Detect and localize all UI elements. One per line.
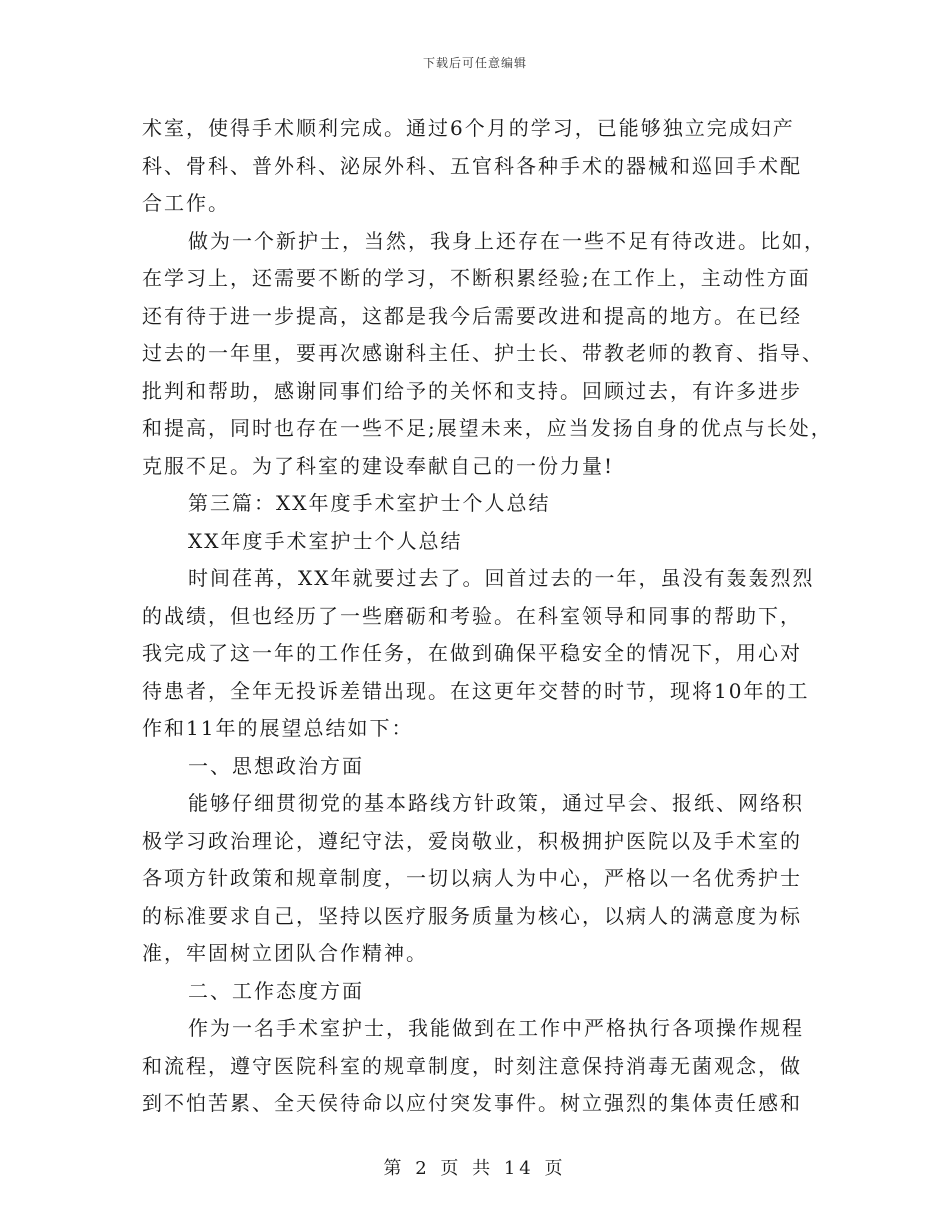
- document-body: [142, 110, 833, 1123]
- text-line: 的标准要求自己，坚持以医疗服务质量为核心，以病人的满意度为标: [142, 903, 802, 928]
- text-line: 待患者，全年无投诉差错出现。在这更年交替的时节，现将10年的工: [142, 678, 810, 703]
- text-line: 术室，使得手术顺利完成。通过6个月的学习，已能够独立完成妇产: [142, 116, 795, 140]
- text-line: 和流程，遵守医院科室的规章制度，时刻注意保持消毒无菌观念，做: [142, 1053, 802, 1078]
- text-line: 到不怕苦累、全天侯待命以应付突发事件。树立强烈的集体责任感和: [142, 1091, 802, 1115]
- text-line: 做为一个新护士，当然，我身上还存在一些不足有待改进。比如，: [188, 228, 826, 253]
- text-line: 我完成了这一年的工作任务，在做到确保平稳安全的情况下，用心对: [142, 641, 802, 665]
- text-line: 能够仔细贯彻党的基本路线方针政策，通过早会、报纸、网络积: [188, 791, 804, 815]
- text-line: 还有待于进一步提高，这都是我今后需要改进和提高的地方。在已经: [142, 303, 802, 328]
- text-line: 克服不足。为了科室的建设奉献自己的一份力量!: [142, 453, 615, 478]
- text-line: 一、思想政治方面: [188, 753, 364, 778]
- text-line: 科、骨科、普外科、泌尿外科、五官科各种手术的器械和巡回手术配: [142, 153, 802, 178]
- text-line: 作为一名手术室护士，我能做到在工作中严格执行各项操作规程: [188, 1016, 804, 1040]
- text-line: 准，牢固树立团队合作精神。: [142, 941, 428, 965]
- text-line: 批判和帮助，感谢同事们给予的关怀和支持。回顾过去，有许多进步: [142, 378, 802, 403]
- text-line: 和提高，同时也存在一些不足;展望未来，应当发扬自身的优点与长处，: [142, 416, 833, 440]
- text-line: 时间荏苒，XX年就要过去了。回首过去的一年，虽没有轰轰烈烈: [188, 566, 815, 590]
- text-line: 作和11年的展望总结如下：: [142, 716, 414, 740]
- text-line: 二、工作态度方面: [188, 978, 364, 1003]
- text-line: 各项方针政策和规章制度，一切以病人为中心，严格以一名优秀护士: [142, 866, 802, 890]
- text-line: 极学习政治理论，遵纪守法，爱岗敬业，积极拥护医院以及手术室的: [142, 828, 802, 853]
- text-line: 在学习上，还需要不断的学习，不断积累经验;在工作上，主动性方面: [142, 266, 811, 290]
- text-line: 过去的一年里，要再次感谢科主任、护士长、带教老师的教育、指导、: [142, 341, 824, 365]
- text-line: 的战绩，但也经历了一些磨砺和考验。在科室领导和同事的帮助下，: [142, 603, 802, 628]
- text-line: 合工作。: [142, 191, 230, 215]
- text-line: 第三篇：XX年度手术室护士个人总结: [188, 491, 551, 515]
- text-line: XX年度手术室护士个人总结: [188, 528, 463, 553]
- page-footer: 第 2 页 共 14 页: [383, 1158, 567, 1179]
- page-header: 下载后可任意编辑: [422, 56, 527, 70]
